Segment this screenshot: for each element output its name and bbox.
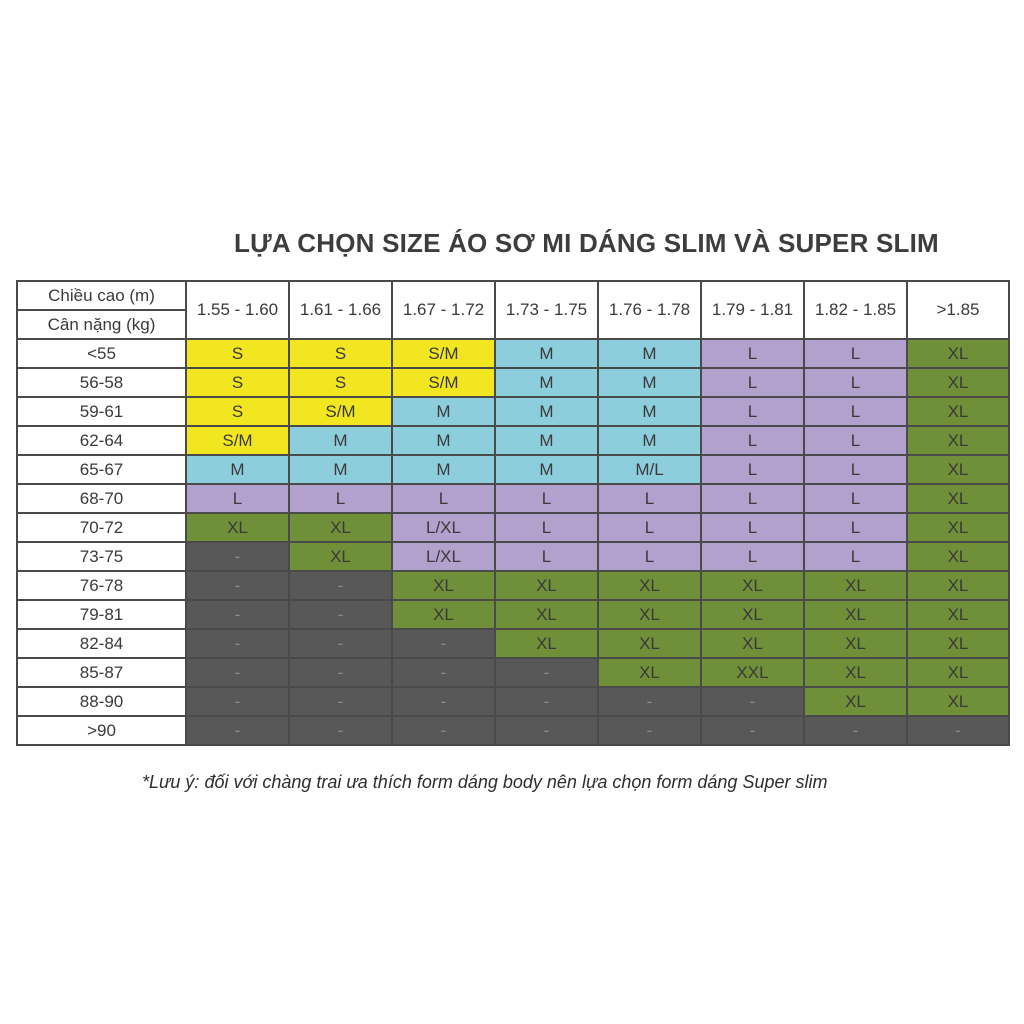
size-cell: L <box>701 339 804 368</box>
weight-cell: 56-58 <box>17 368 186 397</box>
table-header <box>17 281 1009 339</box>
size-cell: XL <box>598 658 701 687</box>
weight-cell: 68-70 <box>17 484 186 513</box>
size-cell: M <box>495 455 598 484</box>
size-cell: XL <box>907 368 1009 397</box>
weight-cell: 65-67 <box>17 455 186 484</box>
table-row <box>17 397 1009 426</box>
table-row <box>17 542 1009 571</box>
table-row <box>17 658 1009 687</box>
size-cell: XL <box>289 542 392 571</box>
size-cell: XL <box>804 571 907 600</box>
size-cell: L <box>495 542 598 571</box>
size-cell: XL <box>701 571 804 600</box>
weight-cell: 76-78 <box>17 571 186 600</box>
size-cell: M <box>392 426 495 455</box>
size-cell: XL <box>495 629 598 658</box>
size-cell: XL <box>598 600 701 629</box>
size-cell: XL <box>804 687 907 716</box>
size-cell: - <box>804 716 907 745</box>
weight-cell: >90 <box>17 716 186 745</box>
size-cell: - <box>701 687 804 716</box>
height-header: 1.76 - 1.78 <box>598 281 701 339</box>
size-cell: - <box>289 658 392 687</box>
header-row-height <box>17 281 1009 310</box>
table-row <box>17 571 1009 600</box>
size-cell: L <box>701 513 804 542</box>
size-cell: - <box>186 687 289 716</box>
size-cell: XL <box>907 513 1009 542</box>
table-row <box>17 426 1009 455</box>
table-row <box>17 484 1009 513</box>
size-cell: L <box>701 368 804 397</box>
size-cell: L <box>495 513 598 542</box>
size-cell: L <box>804 513 907 542</box>
size-cell: L <box>804 339 907 368</box>
size-cell: L <box>804 368 907 397</box>
size-cell: L <box>701 484 804 513</box>
table-row <box>17 513 1009 542</box>
size-cell: XL <box>495 600 598 629</box>
size-cell: - <box>289 571 392 600</box>
size-cell: - <box>392 716 495 745</box>
size-cell: XL <box>907 397 1009 426</box>
size-cell: L <box>701 426 804 455</box>
size-cell: L <box>598 513 701 542</box>
table-row <box>17 339 1009 368</box>
size-cell: L <box>598 542 701 571</box>
size-cell: XL <box>186 513 289 542</box>
size-cell: - <box>701 716 804 745</box>
size-cell: XL <box>495 571 598 600</box>
weight-cell: 59-61 <box>17 397 186 426</box>
size-cell: XXL <box>701 658 804 687</box>
size-cell: - <box>907 716 1009 745</box>
size-cell: S <box>186 368 289 397</box>
size-cell: - <box>186 629 289 658</box>
size-cell: - <box>598 716 701 745</box>
size-cell: M <box>495 368 598 397</box>
size-cell: L/XL <box>392 513 495 542</box>
height-header: >1.85 <box>907 281 1009 339</box>
table-row <box>17 600 1009 629</box>
weight-cell: 85-87 <box>17 658 186 687</box>
size-cell: - <box>289 629 392 658</box>
size-cell: L <box>495 484 598 513</box>
size-cell: M <box>392 455 495 484</box>
size-cell: S <box>186 339 289 368</box>
weight-cell: 82-84 <box>17 629 186 658</box>
size-cell: - <box>392 687 495 716</box>
height-label: Chiều cao (m) <box>17 281 186 310</box>
size-cell: XL <box>804 629 907 658</box>
size-cell: - <box>186 716 289 745</box>
size-cell: L <box>186 484 289 513</box>
size-cell: M <box>495 426 598 455</box>
table-row <box>17 368 1009 397</box>
size-cell: XL <box>598 629 701 658</box>
size-cell: XL <box>907 600 1009 629</box>
size-cell: L <box>289 484 392 513</box>
weight-label: Cân nặng (kg) <box>17 310 186 339</box>
table-row <box>17 716 1009 745</box>
size-cell: L <box>804 542 907 571</box>
size-cell: M <box>289 426 392 455</box>
size-cell: M <box>392 397 495 426</box>
weight-cell: 88-90 <box>17 687 186 716</box>
weight-cell: 70-72 <box>17 513 186 542</box>
size-cell: M <box>495 339 598 368</box>
size-cell: XL <box>907 629 1009 658</box>
size-cell: - <box>495 658 598 687</box>
size-cell: L <box>804 455 907 484</box>
weight-cell: 62-64 <box>17 426 186 455</box>
size-cell: - <box>289 600 392 629</box>
size-cell: L <box>701 542 804 571</box>
size-cell: XL <box>907 658 1009 687</box>
table-row <box>17 687 1009 716</box>
size-cell: M/L <box>598 455 701 484</box>
size-cell: - <box>289 716 392 745</box>
size-cell: XL <box>907 542 1009 571</box>
footnote: *Lưu ý: đối với chàng trai ưa thích form dáng body nên lựa chọn form dáng Super slim <box>142 772 828 792</box>
size-cell: - <box>289 687 392 716</box>
size-cell: XL <box>907 455 1009 484</box>
size-cell: XL <box>804 600 907 629</box>
size-cell: - <box>186 571 289 600</box>
size-cell: XL <box>392 571 495 600</box>
height-header: 1.67 - 1.72 <box>392 281 495 339</box>
size-cell: L <box>701 455 804 484</box>
size-cell: L <box>598 484 701 513</box>
size-cell: M <box>598 368 701 397</box>
size-cell: XL <box>804 658 907 687</box>
size-cell: M <box>598 397 701 426</box>
table-row <box>17 455 1009 484</box>
size-cell: XL <box>701 600 804 629</box>
size-cell: - <box>186 600 289 629</box>
height-header: 1.61 - 1.66 <box>289 281 392 339</box>
size-cell: S/M <box>392 368 495 397</box>
size-chart-table <box>16 280 1010 746</box>
size-cell: S <box>289 368 392 397</box>
height-header: 1.55 - 1.60 <box>186 281 289 339</box>
weight-cell: 73-75 <box>17 542 186 571</box>
size-cell: L <box>804 484 907 513</box>
size-cell: - <box>495 687 598 716</box>
size-cell: - <box>495 716 598 745</box>
size-cell: L <box>804 397 907 426</box>
size-cell: - <box>392 629 495 658</box>
size-cell: - <box>598 687 701 716</box>
size-cell: S <box>186 397 289 426</box>
page-title: LỰA CHỌN SIZE ÁO SƠ MI DÁNG SLIM VÀ SUPER SLIM <box>234 228 939 258</box>
size-cell: L <box>804 426 907 455</box>
size-cell: XL <box>907 426 1009 455</box>
size-cell: XL <box>392 600 495 629</box>
size-cell: - <box>186 542 289 571</box>
size-cell: XL <box>907 571 1009 600</box>
size-cell: S <box>289 339 392 368</box>
table-row <box>17 629 1009 658</box>
size-cell: L/XL <box>392 542 495 571</box>
size-cell: M <box>186 455 289 484</box>
size-cell: XL <box>907 339 1009 368</box>
size-cell: M <box>598 339 701 368</box>
size-cell: S/M <box>186 426 289 455</box>
size-cell: L <box>392 484 495 513</box>
size-cell: M <box>289 455 392 484</box>
table-body <box>17 339 1009 745</box>
size-cell: M <box>598 426 701 455</box>
size-cell: S/M <box>289 397 392 426</box>
height-header: 1.73 - 1.75 <box>495 281 598 339</box>
size-cell: L <box>701 397 804 426</box>
size-cell: - <box>186 658 289 687</box>
size-cell: XL <box>289 513 392 542</box>
size-cell: XL <box>598 571 701 600</box>
weight-cell: <55 <box>17 339 186 368</box>
size-cell: XL <box>907 687 1009 716</box>
height-header: 1.82 - 1.85 <box>804 281 907 339</box>
size-cell: XL <box>701 629 804 658</box>
size-cell: - <box>392 658 495 687</box>
size-cell: M <box>495 397 598 426</box>
size-cell: XL <box>907 484 1009 513</box>
weight-cell: 79-81 <box>17 600 186 629</box>
height-header: 1.79 - 1.81 <box>701 281 804 339</box>
size-cell: S/M <box>392 339 495 368</box>
